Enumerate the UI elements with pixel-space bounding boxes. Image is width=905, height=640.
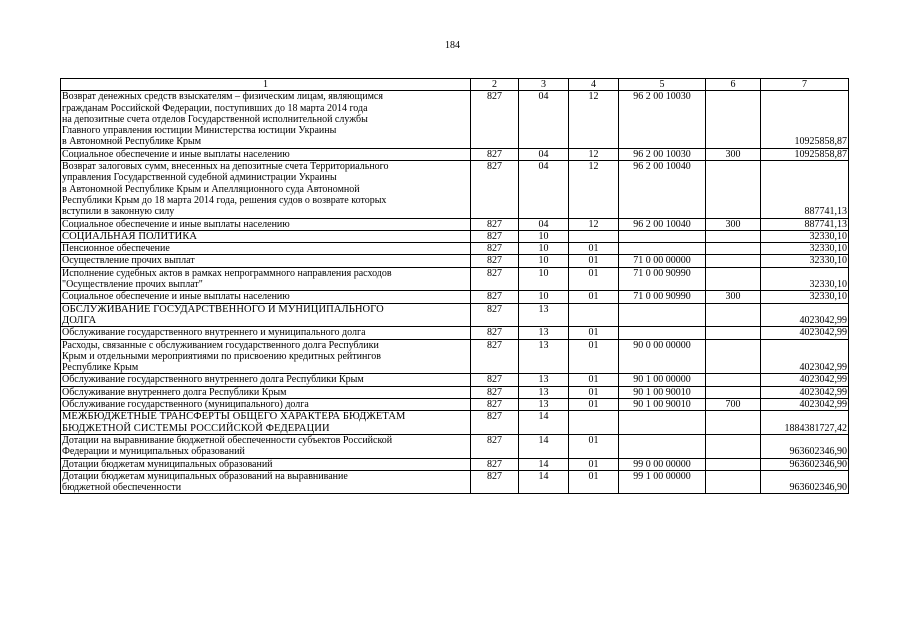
row-section: 10 [519, 255, 569, 267]
row-ved: 827 [471, 161, 519, 218]
header-cell: 5 [619, 79, 706, 91]
row-amount: 10925858,87 [761, 91, 849, 148]
row-subsection [569, 303, 619, 327]
row-ved: 827 [471, 230, 519, 242]
row-ved: 827 [471, 339, 519, 374]
row-ved: 827 [471, 434, 519, 458]
row-subsection: 01 [569, 339, 619, 374]
row-target-code [619, 434, 706, 458]
row-amount: 32330,10 [761, 243, 849, 255]
row-ved: 827 [471, 470, 519, 494]
table-row [61, 267, 849, 291]
table-row [61, 411, 849, 435]
row-ved: 827 [471, 243, 519, 255]
header-cell: 3 [519, 79, 569, 91]
row-name: ОБСЛУЖИВАНИЕ ГОСУДАРСТВЕННОГО И МУНИЦИПАЛЬНОГО ДОЛГА [61, 303, 471, 327]
row-expense-type: 300 [706, 291, 761, 303]
row-target-code [619, 411, 706, 435]
row-name: Дотации на выравнивание бюджетной обеспеченности субъектов Российской Федерации и муниципальных образований [61, 434, 471, 458]
table-header-row [61, 79, 849, 91]
row-subsection: 12 [569, 148, 619, 160]
row-expense-type [706, 374, 761, 386]
row-expense-type [706, 230, 761, 242]
row-subsection: 01 [569, 399, 619, 411]
row-section: 14 [519, 434, 569, 458]
row-amount: 887741,13 [761, 161, 849, 218]
row-target-code: 71 0 00 90990 [619, 267, 706, 291]
row-amount: 4023042,99 [761, 374, 849, 386]
row-target-code: 90 1 00 90010 [619, 386, 706, 398]
row-expense-type [706, 303, 761, 327]
row-amount: 887741,13 [761, 218, 849, 230]
row-subsection: 12 [569, 91, 619, 148]
row-target-code [619, 327, 706, 339]
row-ved: 827 [471, 458, 519, 470]
row-target-code: 96 2 00 10030 [619, 91, 706, 148]
row-section: 04 [519, 148, 569, 160]
row-section: 13 [519, 303, 569, 327]
table-row [61, 218, 849, 230]
row-amount: 963602346,90 [761, 470, 849, 494]
row-section: 04 [519, 161, 569, 218]
table-row [61, 91, 849, 148]
row-name: Осуществление прочих выплат [61, 255, 471, 267]
row-ved: 827 [471, 267, 519, 291]
table-row [61, 303, 849, 327]
row-expense-type [706, 470, 761, 494]
row-subsection: 01 [569, 291, 619, 303]
row-target-code: 99 1 00 00000 [619, 470, 706, 494]
table-row [61, 148, 849, 160]
row-ved: 827 [471, 399, 519, 411]
row-amount: 4023042,99 [761, 339, 849, 374]
row-section: 13 [519, 339, 569, 374]
row-expense-type [706, 327, 761, 339]
row-name: Социальное обеспечение и иные выплаты населению [61, 291, 471, 303]
table-row [61, 291, 849, 303]
row-target-code: 99 0 00 00000 [619, 458, 706, 470]
row-subsection: 01 [569, 267, 619, 291]
row-expense-type [706, 411, 761, 435]
row-name: Обслуживание внутреннего долга Республики Крым [61, 386, 471, 398]
row-amount: 4023042,99 [761, 303, 849, 327]
row-expense-type: 300 [706, 218, 761, 230]
table-row [61, 458, 849, 470]
row-expense-type: 300 [706, 148, 761, 160]
row-target-code: 90 1 00 90010 [619, 399, 706, 411]
row-amount: 32330,10 [761, 267, 849, 291]
row-ved: 827 [471, 148, 519, 160]
table-row [61, 374, 849, 386]
row-amount: 963602346,90 [761, 434, 849, 458]
row-subsection: 01 [569, 386, 619, 398]
row-expense-type [706, 267, 761, 291]
row-target-code [619, 243, 706, 255]
row-name: Пенсионное обеспечение [61, 243, 471, 255]
row-name: Возврат денежных средств взыскателям – физическим лицам, являющимся гражданам Российской Федерации, поступивших до 18 марта 2014 года на депозитные счета отделов Государственной исполнительной службы Главного управления юстиции Министерства юстиции Украины в Автономной Республике Крым [61, 91, 471, 148]
row-subsection: 12 [569, 161, 619, 218]
row-name: Исполнение судебных актов в рамках непрограммного направления расходов "Осуществление прочих выплат" [61, 267, 471, 291]
row-subsection: 01 [569, 255, 619, 267]
table-row [61, 399, 849, 411]
row-target-code: 96 2 00 10040 [619, 161, 706, 218]
row-subsection: 12 [569, 218, 619, 230]
row-target-code: 71 0 00 00000 [619, 255, 706, 267]
row-subsection: 01 [569, 243, 619, 255]
row-section: 04 [519, 218, 569, 230]
row-section: 13 [519, 327, 569, 339]
row-ved: 827 [471, 411, 519, 435]
row-name: Социальное обеспечение и иные выплаты населению [61, 148, 471, 160]
row-section: 14 [519, 411, 569, 435]
row-subsection: 01 [569, 327, 619, 339]
table-row [61, 243, 849, 255]
row-ved: 827 [471, 386, 519, 398]
row-subsection: 01 [569, 458, 619, 470]
row-name: Обслуживание государственного внутреннего долга Республики Крым [61, 374, 471, 386]
table-row [61, 339, 849, 374]
row-expense-type [706, 386, 761, 398]
header-cell: 6 [706, 79, 761, 91]
row-amount: 32330,10 [761, 230, 849, 242]
row-target-code [619, 303, 706, 327]
header-cell: 4 [569, 79, 619, 91]
row-ved: 827 [471, 218, 519, 230]
row-name: Расходы, связанные с обслуживанием государственного долга Республики Крым и отдельными мероприятиями по присвоению кредитных рейтингов Республике Крым [61, 339, 471, 374]
row-section: 13 [519, 374, 569, 386]
row-expense-type: 700 [706, 399, 761, 411]
table-row [61, 327, 849, 339]
row-name: МЕЖБЮДЖЕТНЫЕ ТРАНСФЕРТЫ ОБЩЕГО ХАРАКТЕРА БЮДЖЕТАМ БЮДЖЕТНОЙ СИСТЕМЫ РОССИЙСКОЙ ФЕДЕРАЦИИ [61, 411, 471, 435]
row-amount: 1884381727,42 [761, 411, 849, 435]
table-row [61, 161, 849, 218]
row-name: Возврат залоговых сумм, внесенных на депозитные счета Территориального управления Государственной судебной администрации Украины в Автономной Республике Крым и Апелляционного суда Автономной Республики Крым до 18 марта 2014 года, решения судов о возврате которых вступили в законную силу [61, 161, 471, 218]
row-ved: 827 [471, 303, 519, 327]
row-ved: 827 [471, 374, 519, 386]
row-subsection [569, 230, 619, 242]
row-ved: 827 [471, 291, 519, 303]
header-cell: 1 [61, 79, 471, 91]
row-expense-type [706, 255, 761, 267]
row-expense-type [706, 161, 761, 218]
header-cell: 7 [761, 79, 849, 91]
row-target-code: 96 2 00 10040 [619, 218, 706, 230]
row-subsection [569, 411, 619, 435]
row-amount: 4023042,99 [761, 327, 849, 339]
row-section: 10 [519, 243, 569, 255]
row-section: 13 [519, 399, 569, 411]
row-target-code: 90 0 00 00000 [619, 339, 706, 374]
row-section: 04 [519, 91, 569, 148]
row-amount: 4023042,99 [761, 386, 849, 398]
row-subsection: 01 [569, 434, 619, 458]
row-section: 10 [519, 267, 569, 291]
row-subsection: 01 [569, 374, 619, 386]
row-section: 10 [519, 230, 569, 242]
header-cell: 2 [471, 79, 519, 91]
page-number: 184 [445, 40, 460, 51]
row-name: Дотации бюджетам муниципальных образований [61, 458, 471, 470]
row-amount: 4023042,99 [761, 399, 849, 411]
row-expense-type [706, 434, 761, 458]
row-expense-type [706, 91, 761, 148]
row-section: 14 [519, 470, 569, 494]
row-ved: 827 [471, 91, 519, 148]
row-name: Обслуживание государственного внутреннего и муниципального долга [61, 327, 471, 339]
row-target-code: 96 2 00 10030 [619, 148, 706, 160]
row-expense-type [706, 243, 761, 255]
table-row [61, 386, 849, 398]
row-expense-type [706, 339, 761, 374]
row-target-code: 71 0 00 90990 [619, 291, 706, 303]
row-amount: 963602346,90 [761, 458, 849, 470]
row-amount: 32330,10 [761, 291, 849, 303]
row-name: Дотации бюджетам муниципальных образований на выравнивание бюджетной обеспеченности [61, 470, 471, 494]
row-expense-type [706, 458, 761, 470]
budget-table [60, 78, 849, 494]
row-section: 10 [519, 291, 569, 303]
row-amount: 10925858,87 [761, 148, 849, 160]
row-name: СОЦИАЛЬНАЯ ПОЛИТИКА [61, 230, 471, 242]
row-ved: 827 [471, 327, 519, 339]
row-ved: 827 [471, 255, 519, 267]
row-section: 13 [519, 386, 569, 398]
table-row [61, 255, 849, 267]
row-name: Обслуживание государственного (муниципального) долга [61, 399, 471, 411]
table-row [61, 230, 849, 242]
row-name: Социальное обеспечение и иные выплаты населению [61, 218, 471, 230]
table-row [61, 470, 849, 494]
table-row [61, 434, 849, 458]
row-section: 14 [519, 458, 569, 470]
row-amount: 32330,10 [761, 255, 849, 267]
row-target-code [619, 230, 706, 242]
row-subsection: 01 [569, 470, 619, 494]
row-target-code: 90 1 00 00000 [619, 374, 706, 386]
